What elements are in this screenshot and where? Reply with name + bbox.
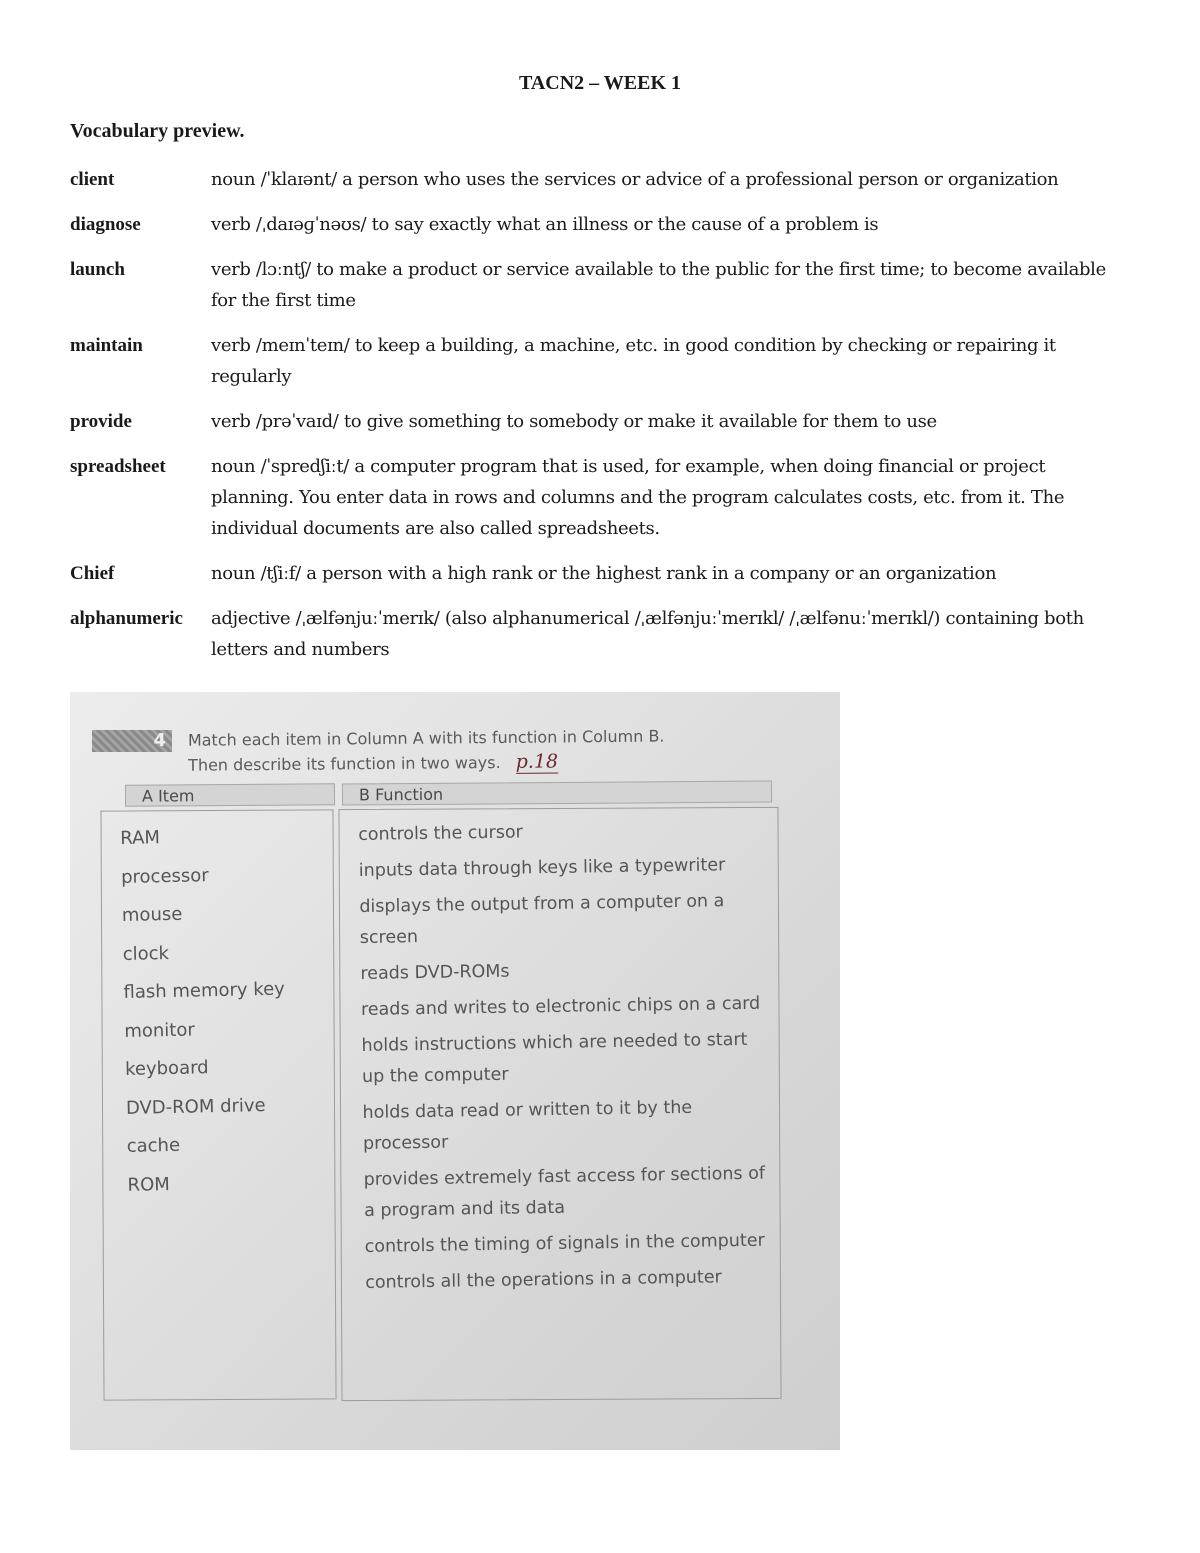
list-item: DVD-ROM drive bbox=[125, 1094, 266, 1119]
vocab-term: alphanumeric bbox=[70, 608, 183, 629]
list-item: reads DVD-ROMs bbox=[360, 961, 510, 984]
list-item: mouse bbox=[121, 903, 183, 926]
list-item: ROM bbox=[127, 1173, 170, 1196]
list-item: controls the cursor bbox=[358, 822, 523, 845]
list-item: holds data read or written to it by the processor bbox=[362, 1097, 693, 1154]
vocab-definition: noun /ˈklaɪənt/ a person who uses the services or advice of a professional person or organization bbox=[211, 169, 1059, 190]
column-b-header: B Function bbox=[342, 780, 772, 805]
vocab-term: spreadsheet bbox=[70, 456, 166, 477]
vocab-entry-alphanumeric bbox=[70, 603, 1130, 665]
list-item: controls all the operations in a computer bbox=[365, 1267, 722, 1293]
page-title: TACN2 – WEEK 1 bbox=[518, 72, 682, 94]
vocab-entry-diagnose bbox=[70, 209, 1130, 240]
list-item: provides extremely fast access for sections of a program and its data bbox=[363, 1163, 766, 1221]
vocab-term: client bbox=[70, 169, 115, 190]
vocab-entry-spreadsheet bbox=[70, 451, 1130, 544]
vocab-term: diagnose bbox=[70, 214, 141, 235]
exercise-number-badge bbox=[92, 730, 172, 752]
list-item: processor bbox=[120, 864, 209, 888]
vocab-definition: noun /ˈspredʃiːt/ a computer program that is used, for example, when doing financial or project planning. You enter data in rows and columns and the program calculates costs, etc. from it. The individual documents are also called spreadsheets. bbox=[211, 456, 1065, 539]
vocab-definition: adjective /ˌælfənjuːˈmerɪk/ (also alphanumerical /ˌælfənjuːˈmerɪkl/ /ˌælfənuːˈmerɪkl/) containing both letters and numbers bbox=[211, 608, 1084, 660]
exercise-photo bbox=[70, 692, 840, 1450]
section-heading: Vocabulary preview. bbox=[70, 120, 245, 142]
vocab-term: maintain bbox=[70, 335, 143, 356]
exercise-number: 4 bbox=[153, 730, 166, 751]
vocab-entry-provide bbox=[70, 406, 1130, 437]
list-item: cache bbox=[126, 1134, 181, 1157]
vocab-definition: verb /meɪnˈteɪn/ to keep a building, a machine, etc. in good condition by checking or repairing it regularly bbox=[211, 335, 1056, 387]
instruction-line-2 bbox=[188, 747, 808, 777]
column-b-functions bbox=[358, 814, 776, 1304]
list-item: controls the timing of signals in the computer bbox=[364, 1230, 765, 1257]
list-item: flash memory key bbox=[123, 978, 286, 1003]
vocab-term: launch bbox=[70, 259, 125, 280]
vocabulary-list bbox=[70, 164, 1130, 679]
list-item: clock bbox=[122, 942, 170, 965]
column-a-header: A Item bbox=[125, 783, 335, 806]
vocab-entry-chief bbox=[70, 558, 1130, 589]
exercise-instructions bbox=[188, 723, 808, 777]
vocab-entry-client bbox=[70, 164, 1130, 195]
list-item: reads and writes to electronic chips on a card bbox=[360, 993, 761, 1020]
vocab-term: Chief bbox=[70, 563, 115, 584]
vocab-definition: verb /lɔːntʃ/ to make a product or service available to the public for the first time; to become available for the first time bbox=[211, 259, 1106, 311]
vocab-entry-launch bbox=[70, 254, 1130, 316]
list-item: RAM bbox=[120, 827, 161, 849]
vocab-definition: verb /prəˈvaɪd/ to give something to somebody or make it available for them to use bbox=[211, 411, 937, 432]
handwritten-page-note: p.18 bbox=[515, 750, 559, 773]
vocab-entry-maintain bbox=[70, 330, 1130, 392]
instruction-line-1: Match each item in Column A with its function in Column B. bbox=[187, 726, 665, 750]
vocab-definition: verb /ˌdaɪəɡˈnəʊs/ to say exactly what an illness or the cause of a problem is bbox=[211, 214, 879, 235]
vocab-term: provide bbox=[70, 411, 132, 432]
list-item: holds instructions which are needed to start up the computer bbox=[361, 1029, 748, 1087]
list-item: keyboard bbox=[124, 1057, 209, 1080]
list-item: monitor bbox=[124, 1018, 195, 1042]
column-a-items bbox=[120, 820, 328, 1209]
vocab-definition: noun /tʃiːf/ a person with a high rank or the highest rank in a company or an organization bbox=[211, 563, 997, 584]
instruction-line-2-text: Then describe its function in two ways. bbox=[188, 752, 501, 775]
list-item: inputs data through keys like a typewriter bbox=[358, 855, 726, 881]
list-item: displays the output from a computer on a screen bbox=[359, 891, 725, 948]
